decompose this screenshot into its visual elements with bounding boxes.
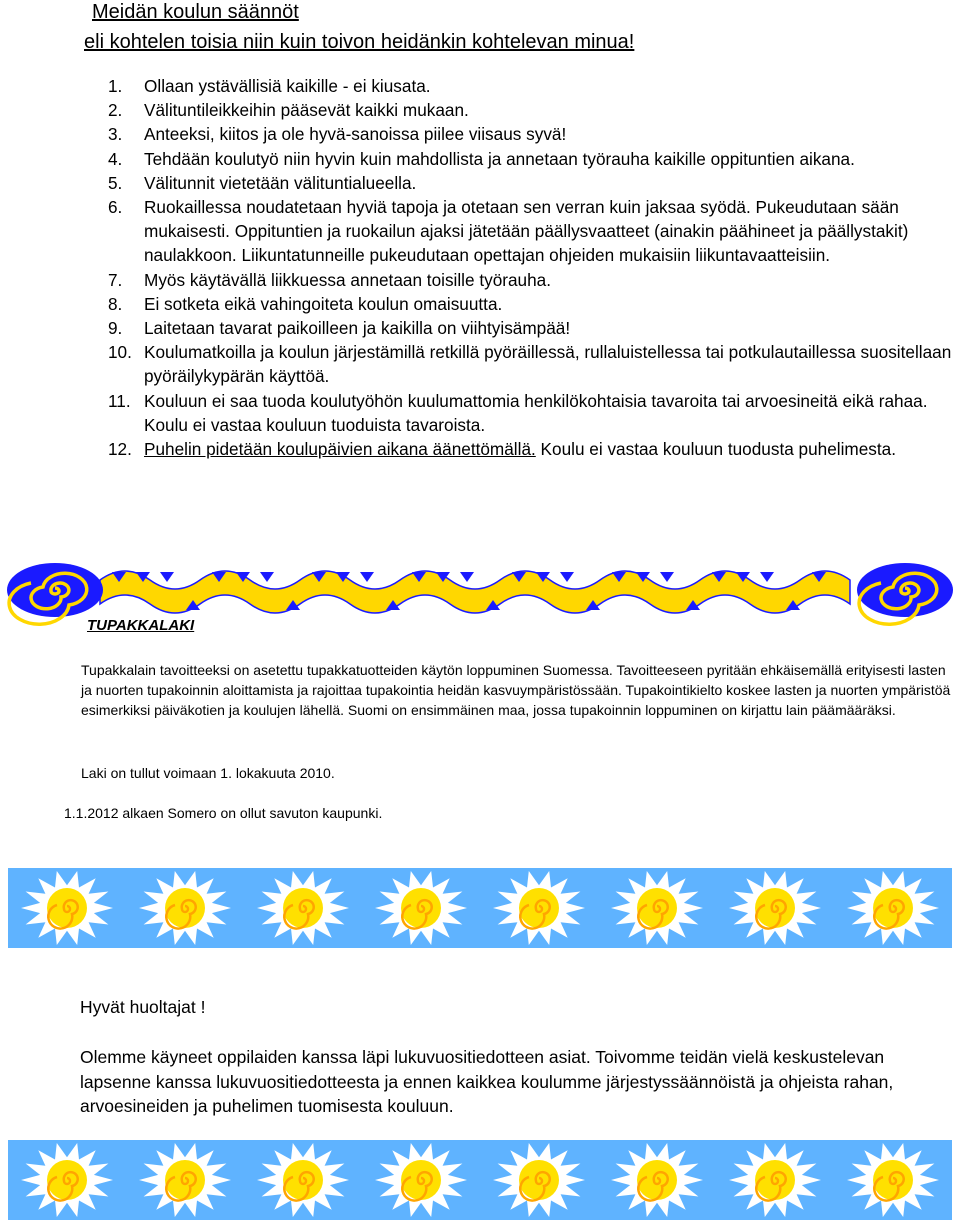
tupakka-heading: TUPAKKALAKI <box>87 617 195 634</box>
rule-item: 2. Välituntileikkeihin pääsevät kaikki mukaan. <box>108 100 469 121</box>
rule-item: 5. Välitunnit vietetään välituntialueella. <box>108 172 417 193</box>
wave-band <box>100 571 850 613</box>
page-title: Meidän koulun säännöt <box>92 1 299 23</box>
rules-list <box>108 74 953 461</box>
rule-item: 4. Tehdään koulutyö niin hyvin kuin mahdollista ja annetaan työrauha kaikille oppituntien aikana. <box>108 148 855 169</box>
law-date: Laki on tullut voimaan 1. lokakuuta 2010. <box>81 765 335 781</box>
rule-item: 1. Ollaan ystävällisiä kaikille - ei kiusata. <box>108 76 431 96</box>
sun-border-top <box>0 868 960 948</box>
rule-item: 3. Anteeksi, kiitos ja ole hyvä-sanoissa piilee viisaus syvä! <box>108 124 567 145</box>
spiral-left-icon <box>7 563 103 624</box>
rule-item: 12. Puhelin pidetään koulupäivien aikana äänettömällä. Koulu ei vastaa kouluun tuodusta puhelimesta. <box>108 439 897 460</box>
rule-item: 6. Ruokaillessa noudatetaan hyviä tapoja ja otetaan sen verran kuin jaksaa syödä. Pukeudutaan sään mukaisesti. Oppituntien ja ruokailun ajaksi jätetään päällysvaatteet (ainakin päähineet ja päällystakit) naulakkoon. Liikuntatunneille pukeudutaan opettajan ohjeiden mukaisiin liikuntavaatteisiin. <box>108 197 909 266</box>
letter-body: Olemme käyneet oppilaiden kanssa läpi lukuvuositiedotteen asiat. Toivomme teidän vielä keskustelevan lapsenne kanssa lukuvuositiedotteesta ja ennen kaikkea koulumme järjestyssäännöistä ja ohjeista rahan, arvoesineiden ja puhelimen tuomisesta kouluun. <box>80 1047 894 1116</box>
page-subtitle: eli kohtelen toisia niin kuin toivon heidänkin kohtelevan minua! <box>84 31 635 53</box>
spiral-right-icon <box>857 563 953 624</box>
rule-item: 10. Koulumatkoilla ja koulun järjestämillä retkillä pyöräillessä, rullaluistellessa tai potkulautaillessa suositellaan pyöräilykypärän käyttöä. <box>108 342 952 387</box>
somero-note: 1.1.2012 alkaen Somero on ollut savuton kaupunki. <box>64 805 383 821</box>
rule-item: 9. Laitetaan tavarat paikoilleen ja kaikilla on viihtyisämpää! <box>108 318 571 339</box>
tupakka-paragraph: Tupakkalain tavoitteeksi on asetettu tupakkatuotteiden käytön loppuminen Suomessa. Tavoitteeseen pyritään ehkäisemällä erityisesti lasten ja nuorten tupakoinnin aloittamista ja rajoittaa tupakointia heidän kasvuympäristössään. Tupakointikielto koskee lasten ja nuorten ympäristöä esimerkiksi päiväkotien ja koulujen lähellä. Suomi on ensimmäinen maa, jossa tupakoinnin loppuminen on kirjattu lain päämääräksi. <box>81 662 951 718</box>
rule-item: 8. Ei sotketa eikä vahingoiteta koulun omaisuutta. <box>108 293 503 314</box>
phone-rule-underlined: Puhelin pidetään koulupäivien aikana äänettömällä. <box>144 439 536 460</box>
rule-item: 7. Myös käytävällä liikkuessa annetaan toisille työrauha. <box>108 269 551 290</box>
letter-greeting: Hyvät huoltajat ! <box>80 997 206 1017</box>
sun-border-bottom <box>0 1140 960 1220</box>
rule-item: 11. Kouluun ei saa tuoda koulutyöhön kuulumattomia henkilökohtaisia tavaroita tai arvoesineitä eikä rahaa. Koulu ei vastaa kouluun tuoduista tavaroista. <box>108 390 928 435</box>
